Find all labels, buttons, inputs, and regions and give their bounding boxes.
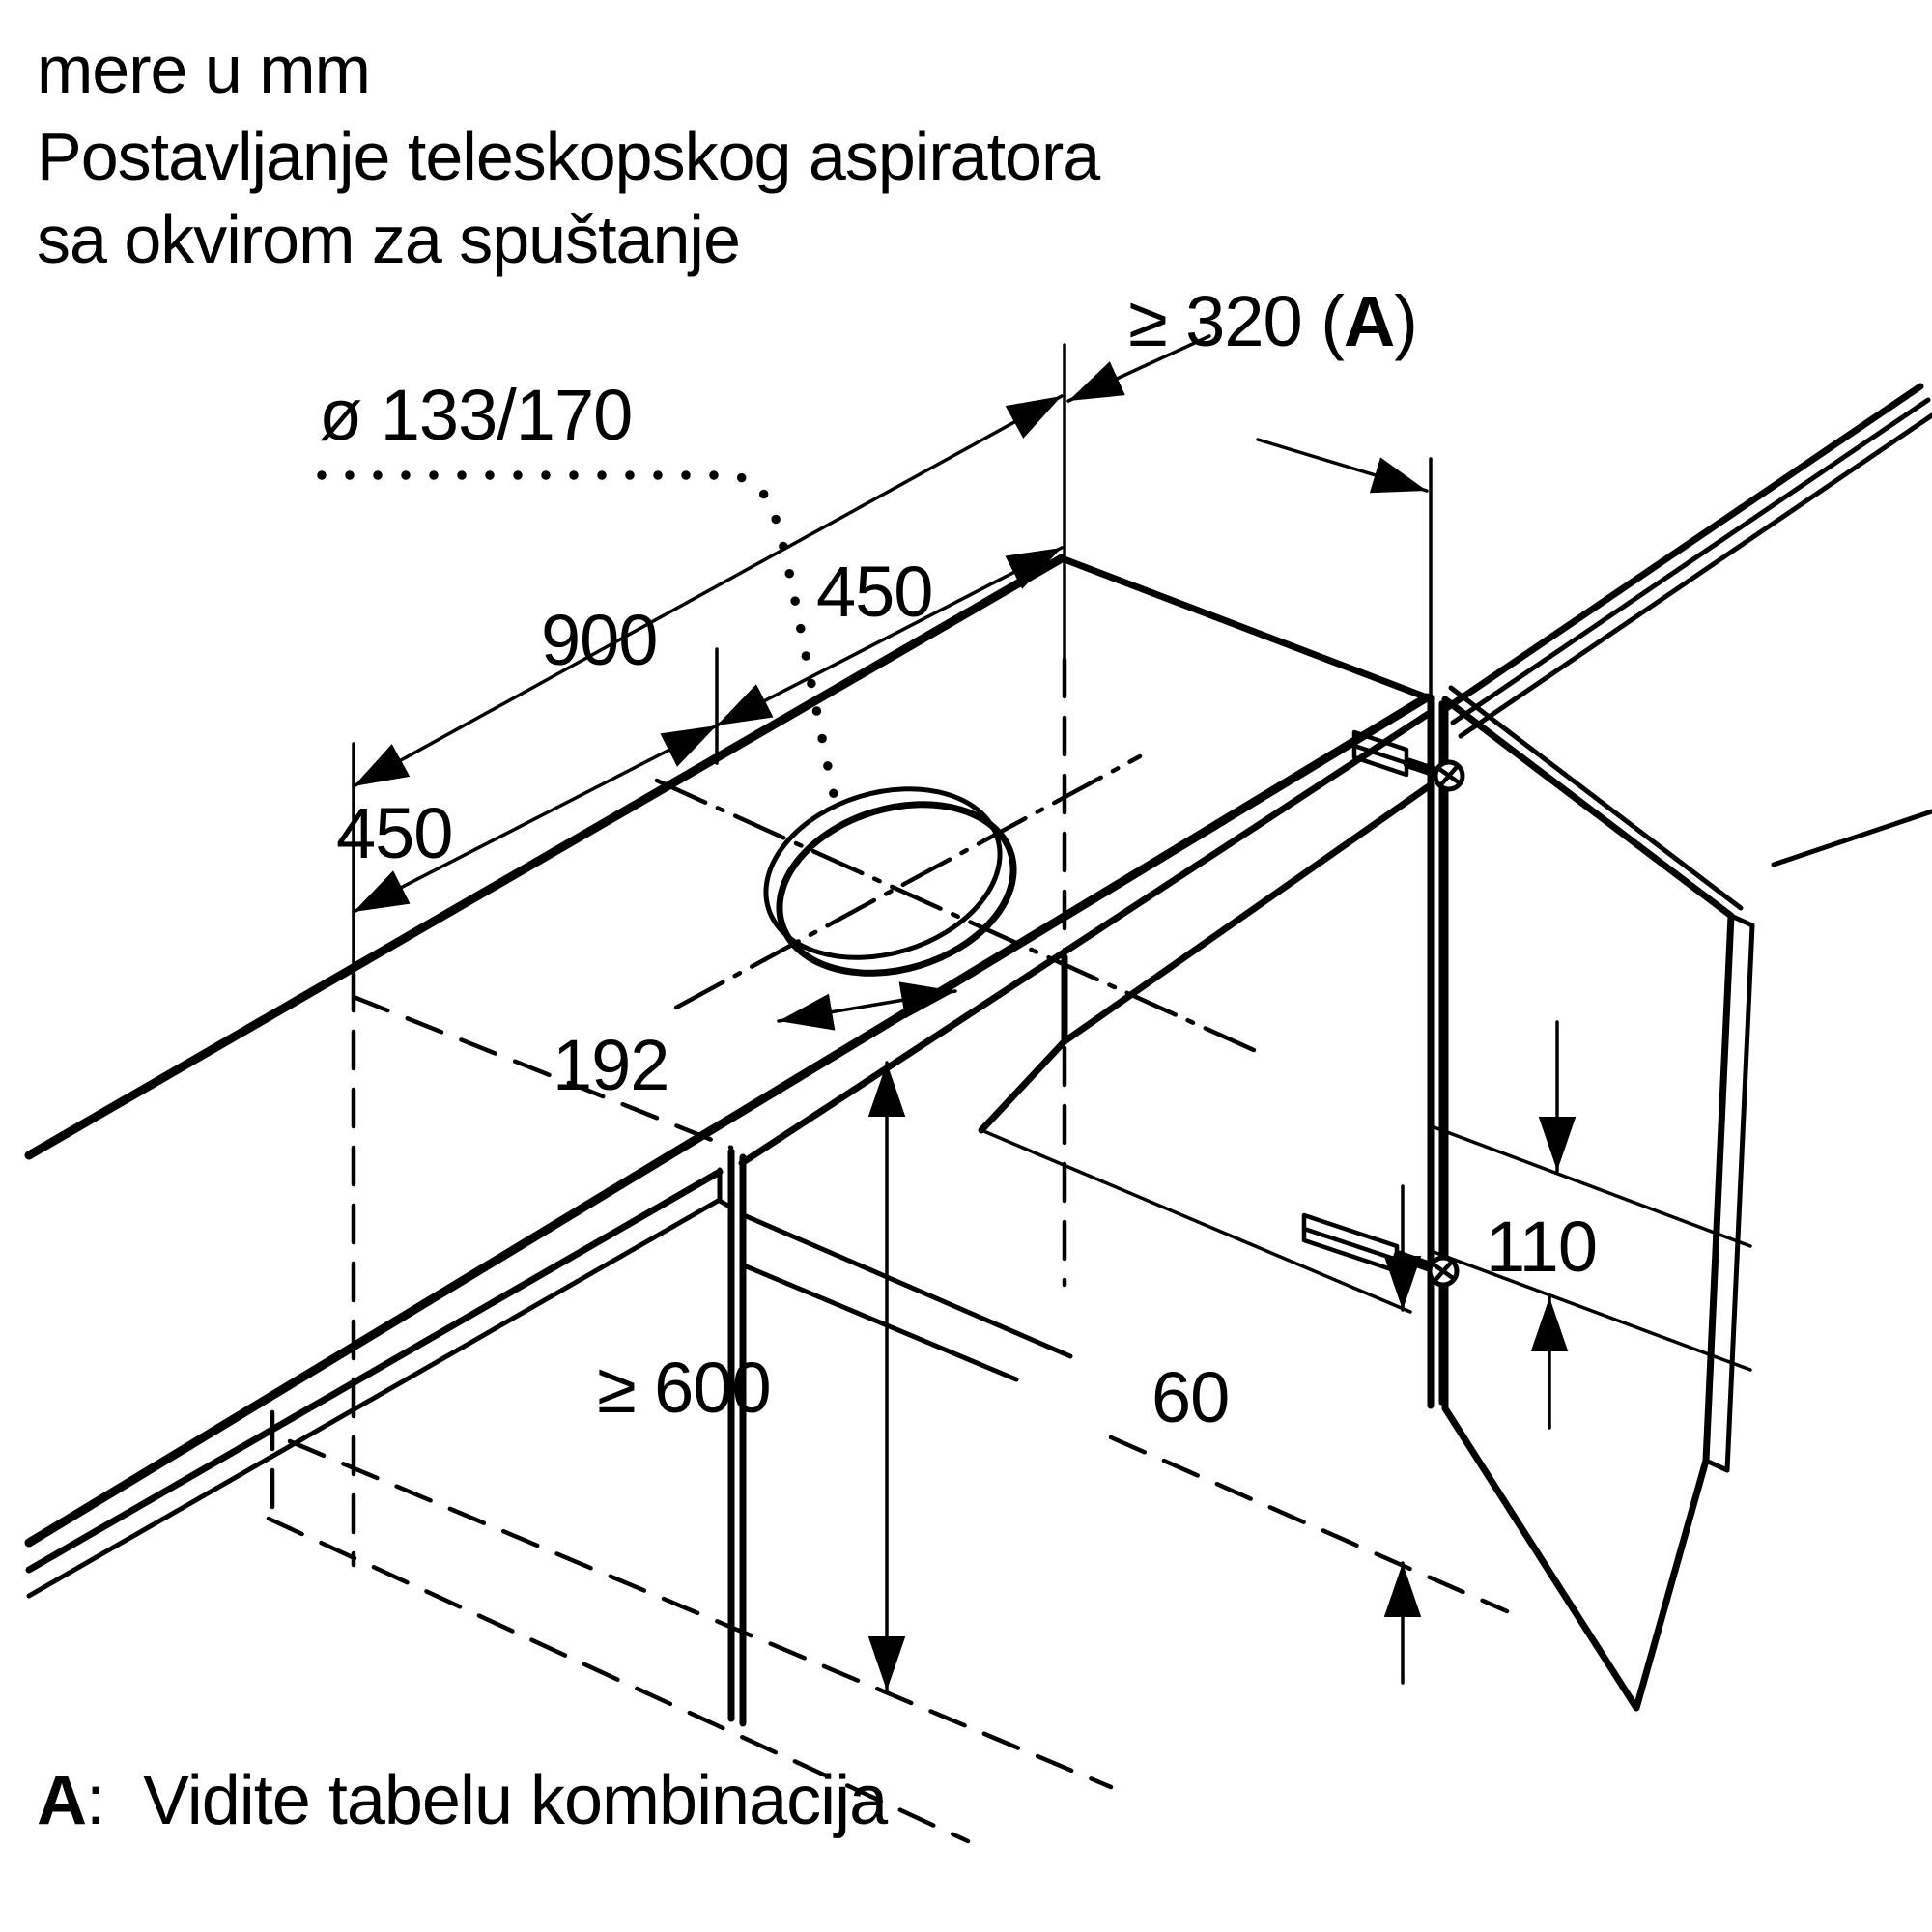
dim-label-192: 192 [553, 1025, 669, 1105]
dim-label-duct-diameter: ø 133/170 [319, 375, 633, 455]
dim-label-450-top: 450 [816, 552, 933, 632]
lowering-frame-strip [720, 1151, 1070, 1723]
dim-label-110: 110 [1486, 1207, 1597, 1287]
dim-label-600: ≥ 600 [597, 1348, 771, 1428]
dimension-lines [354, 336, 1557, 1690]
cabinet-door-open [1445, 688, 1752, 1708]
dim-label-320A: ≥ 320 (A) [1128, 281, 1417, 361]
dim-label-60: 60 [1151, 1357, 1230, 1437]
mounting-bracket-bottom [1304, 1215, 1397, 1271]
dim-line-192 [779, 991, 955, 1021]
units-note: mere u mm [37, 32, 370, 107]
dim-label-900: 900 [541, 600, 658, 680]
dim-label-450-left: 450 [336, 793, 453, 873]
duct-hole [657, 756, 1256, 1051]
screw-top-icon [1408, 762, 1463, 789]
footnote: A: Vidite tabelu kombinacija [37, 1762, 888, 1839]
page-title-line1: Postavljanje teleskopskog aspiratora [37, 119, 1100, 194]
page-title-line2: sa okvirom za spuštanje [37, 202, 740, 277]
dim-line-320-right [1258, 440, 1427, 491]
